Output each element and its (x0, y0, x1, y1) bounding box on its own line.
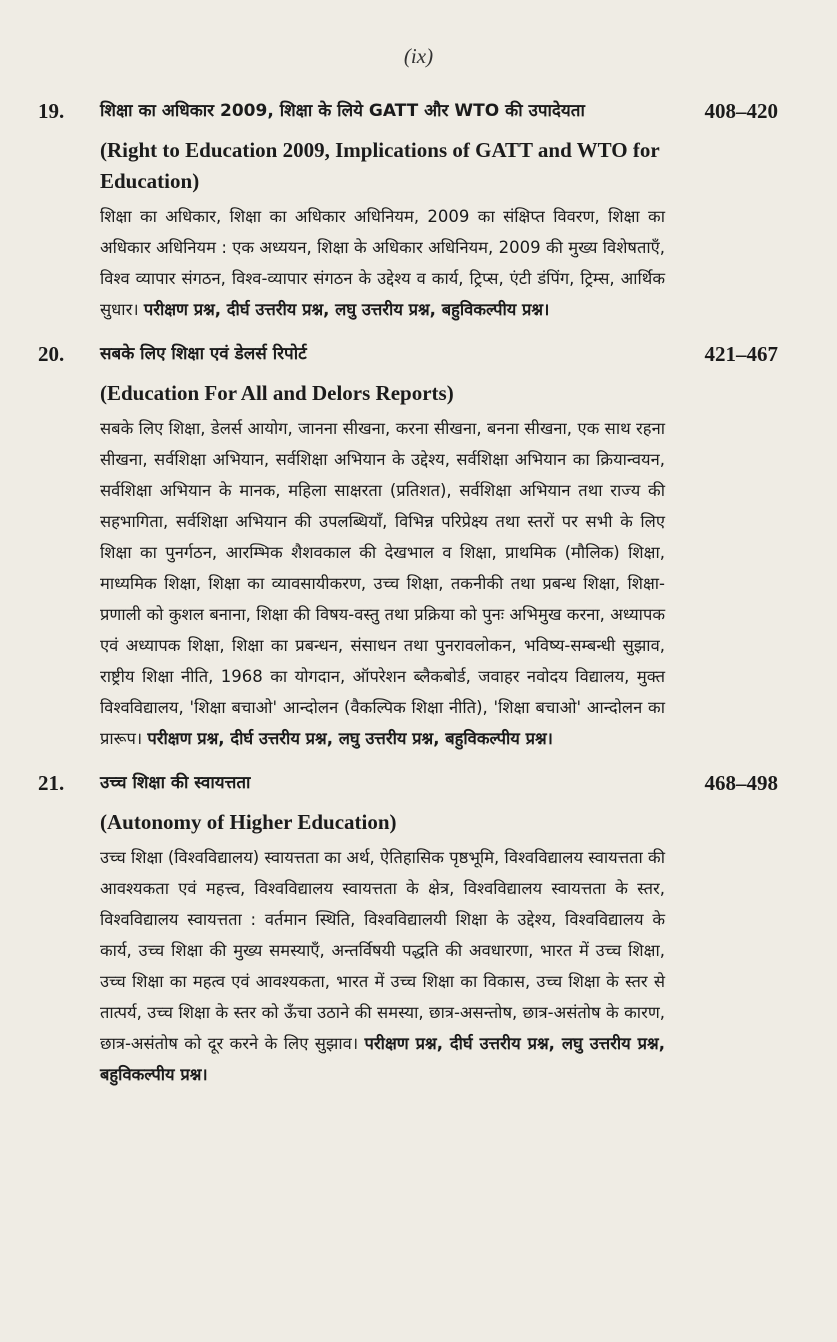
entry-number: 20. (38, 342, 65, 366)
entry-body (100, 339, 665, 754)
entry-number: 21. (38, 771, 65, 795)
entry-body (100, 96, 665, 325)
contents-entry-20 (38, 339, 778, 754)
entry-title-english: (Autonomy of Higher Education) (100, 810, 397, 834)
contents-entry-21 (38, 768, 778, 1090)
entry-topics: सबके लिए शिक्षा, डेलर्स आयोग, जानना सीखना, करना सीखना, बनना सीखना, एक साथ रहना सीखना, सर्वशिक्षा अभियान, सर्वशिक्षा अभियान के उद्देश्य, सर्वशिक्षा अभियान का क्रियान्वयन, सर्वशिक्षा अभियान के मानक, महिला साक्षरता (प्रतिशत), सर्वशिक्षा अभियान तथा राज्य की सहभागिता, सर्वशिक्षा अभियान की उपलब्धियाँ, विभिन्न परिप्रेक्ष्य तथा स्तरों पर सभी के लिए शिक्षा का पुनर्गठन, आरम्भिक शैशवकाल की देखभाल व शिक्षा, प्राथमिक (मौलिक) शिक्षा, माध्यमिक शिक्षा, शिक्षा का व्यावसायीकरण, उच्च शिक्षा, तकनीकी तथा प्रबन्ध शिक्षा, शिक्षा-प्रणाली को कुशल बनाना, शिक्षा की विषय-वस्तु तथा प्रक्रिया को पुनः अभिमुख करना, अध्यापक एवं अध्यापक शिक्षा, शिक्षा का प्रबन्धन, संसाधन तथा पुनरावलोकन, भविष्य-सम्बन्धी सुझाव, राष्ट्रीय शिक्षा नीति, 1968 का योगदान, ऑपरेशन ब्लैकबोर्ड, जवाहर नवोदय विद्यालय, मुक्त विश्वविद्यालय, 'शिक्षा बचाओ' आन्दोलन (वैकल्पिक शिक्षा नीति), 'शिक्षा बचाओ' आन्दोलन का प्रारूप। (100, 419, 665, 748)
entry-title-hindi: उच्च शिक्षा की स्वायत्तता (100, 773, 251, 793)
contents-entry-19 (38, 96, 778, 325)
entry-title-english: (Right to Education 2009, Implications of GATT and WTO for Education) (100, 138, 660, 193)
entry-questions: परीक्षण प्रश्न, दीर्घ उत्तरीय प्रश्न, लघु उत्तरीय प्रश्न, बहुविकल्पीय प्रश्न। (143, 300, 550, 319)
entry-page-range: 468–498 (704, 771, 778, 795)
entry-topics: उच्च शिक्षा (विश्वविद्यालय) स्वायत्तता का अर्थ, ऐतिहासिक पृष्ठभूमि, विश्वविद्यालय स्वायत्तता की आवश्यकता एवं महत्त्व, विश्वविद्यालय स्वायत्तता के क्षेत्र, विश्वविद्यालय स्वायत्तता के स्तर, विश्वविद्यालय स्वायत्तता : वर्तमान स्थिति, विश्वविद्यालयी शिक्षा के उद्देश्य, विश्वविद्यालय के कार्य, उच्च शिक्षा की मुख्य समस्याएँ, अन्तर्विषयी पद्धति की अवधारणा, भारत में उच्च शिक्षा, उच्च शिक्षा का महत्व एवं आवश्यकता, भारत में उच्च शिक्षा का विकास, उच्च शिक्षा के स्तर से तात्पर्य, उच्च शिक्षा के स्तर को ऊँचा उठाने की समस्या, छात्र-असन्तोष, छात्र-असंतोष के कारण, छात्र-असंतोष को दूर करने के लिए सुझाव। (100, 848, 666, 1053)
entry-number: 19. (38, 99, 65, 123)
entry-title-hindi: सबके लिए शिक्षा एवं डेलर्स रिपोर्ट (100, 344, 307, 364)
entry-page-range: 421–467 (704, 342, 778, 366)
contents-list (38, 96, 778, 1104)
entry-questions: परीक्षण प्रश्न, दीर्घ उत्तरीय प्रश्न, लघु उत्तरीय प्रश्न, बहुविकल्पीय प्रश्न। (100, 1034, 665, 1084)
entry-questions: परीक्षण प्रश्न, दीर्घ उत्तरीय प्रश्न, लघु उत्तरीय प्रश्न, बहुविकल्पीय प्रश्न। (147, 729, 553, 748)
entry-description (100, 413, 665, 754)
entry-title-hindi: शिक्षा का अधिकार 2009, शिक्षा के लिये GATT और WTO की उपादेयता (100, 101, 585, 121)
entry-title-english: (Education For All and Delors Reports) (100, 381, 454, 405)
page-number: (ix) (403, 44, 434, 68)
entry-topics: शिक्षा का अधिकार, शिक्षा का अधिकार अधिनियम, 2009 का संक्षिप्त विवरण, शिक्षा का अधिकार अधिनियम : एक अध्ययन, शिक्षा के अधिकार अधिनियम, 2009 की मुख्य विशेषताएँ, विश्व व्यापार संगठन, विश्व-व्यापार संगठन के उद्देश्य व कार्य, ट्रिप्स, एंटी डंपिंग, ट्रिम्स, आर्थिक सुधार। (100, 207, 665, 319)
entry-description (100, 842, 665, 1090)
entry-body (100, 768, 666, 1090)
entry-page-range: 408–420 (704, 99, 778, 123)
entry-description (100, 201, 665, 325)
